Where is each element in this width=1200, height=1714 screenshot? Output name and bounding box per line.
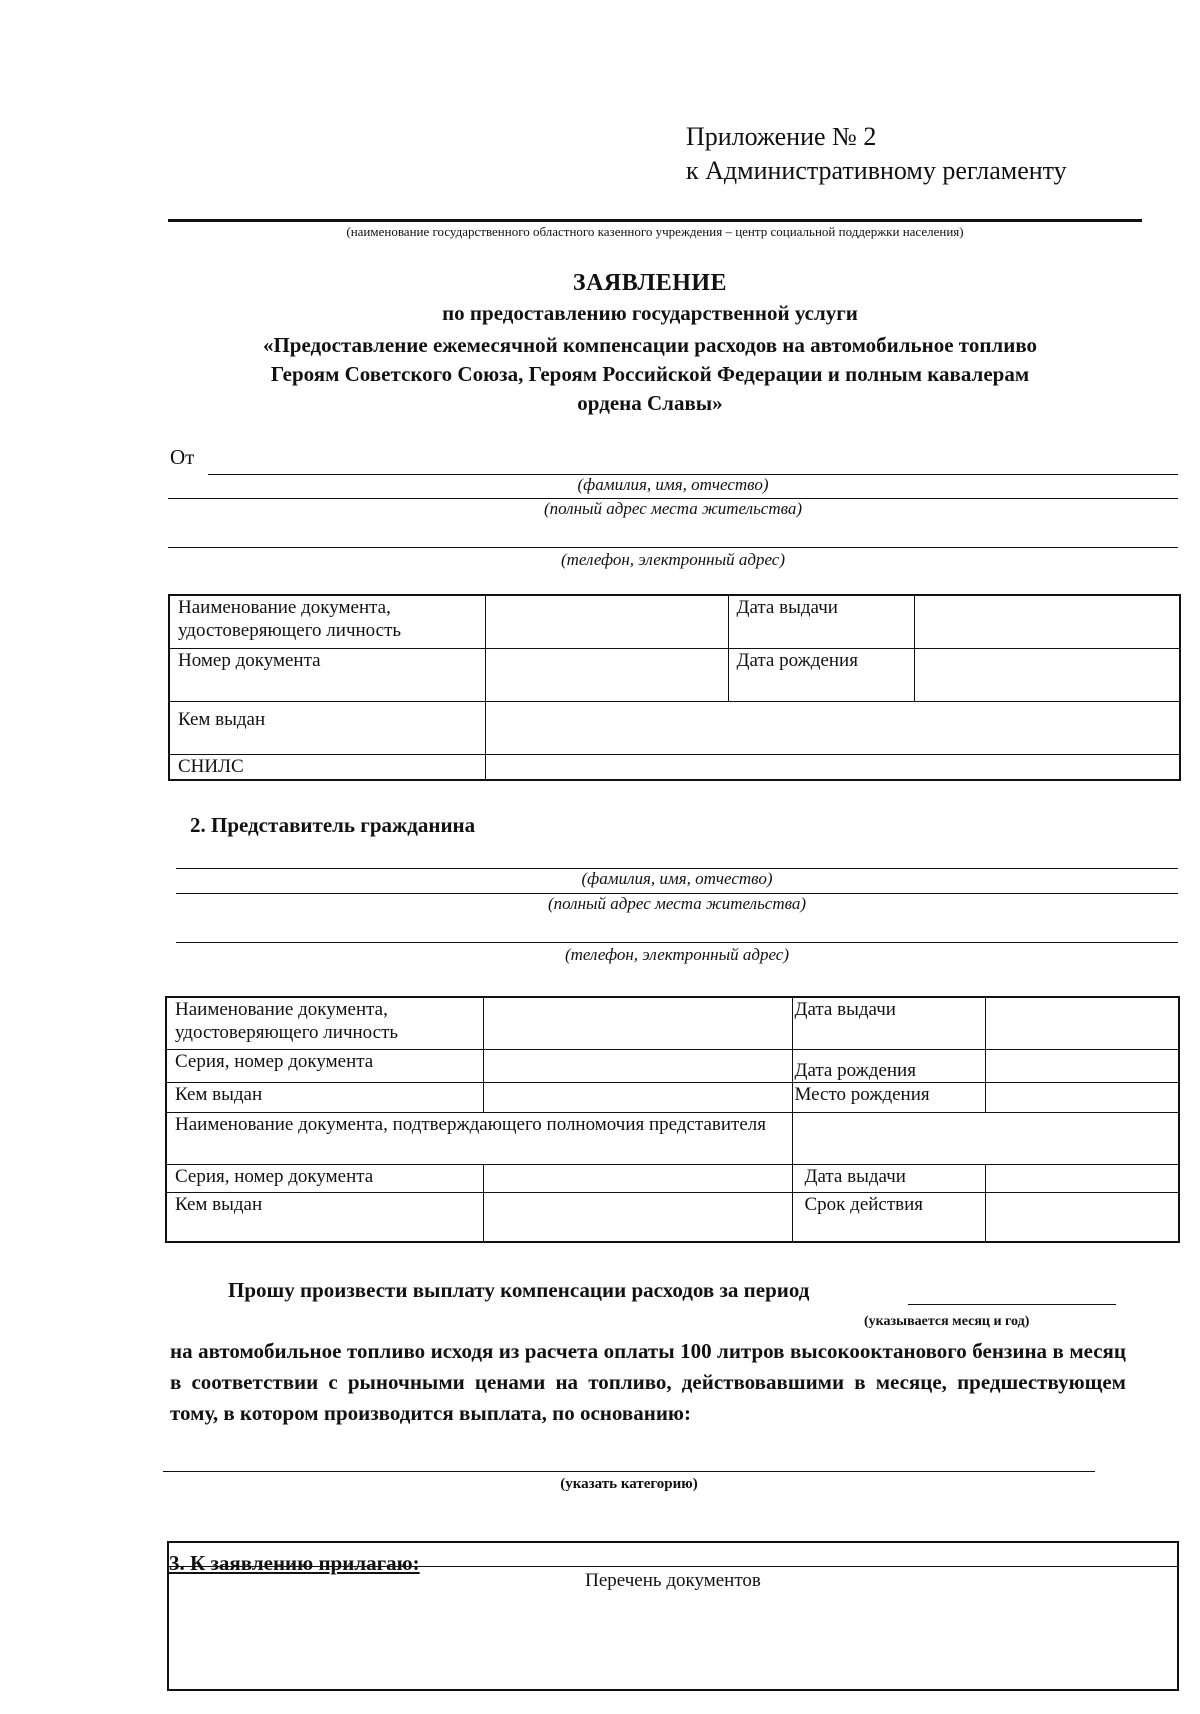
- request-lead: Прошу произвести выплату компенсации расходов за период: [228, 1278, 810, 1302]
- rep-issued-by2-cell[interactable]: [483, 1192, 792, 1242]
- table-row: [166, 997, 1179, 1049]
- rep-id-doc-name-cell[interactable]: [483, 997, 792, 1049]
- table-row: [166, 1164, 1179, 1192]
- period-caption: (указывается месяц и год): [864, 1314, 1030, 1329]
- period-field[interactable]: [908, 1304, 1116, 1305]
- from-label: От: [170, 445, 195, 469]
- category-caption: (указать категорию): [560, 1476, 698, 1492]
- representative-contact-caption: (телефон, электронный адрес): [564, 945, 789, 964]
- appendix-regulation: к Административному регламенту: [686, 156, 1067, 185]
- applicant-id-table: [168, 594, 1181, 781]
- rep-validity-cell[interactable]: [985, 1192, 1179, 1242]
- rep-series-number2-cell[interactable]: [483, 1164, 792, 1192]
- table-row: [166, 1192, 1179, 1242]
- id-doc-name-cell[interactable]: [485, 595, 728, 648]
- category-field[interactable]: [163, 1471, 1095, 1472]
- representative-address-caption: (полный адрес места жительства): [547, 894, 807, 913]
- rep-issue-date2-cell[interactable]: [985, 1164, 1179, 1192]
- rep-id-doc-name-label: Наименование документа, удостоверяющего личность: [166, 997, 483, 1049]
- rep-series-number2-label: Серия, номер документа: [166, 1164, 483, 1192]
- table-row: [166, 1112, 1179, 1164]
- form-subtitle: по предоставлению государственной услуги: [442, 301, 858, 325]
- request-body: на автомобильное топливо исходя из расчета оплаты 100 литров высокооктанового бензина в месяц в соответствии с рыночными ценами на топливо, действовавшими в месяце, предшествующем тому, в котором производится выплата, по основанию:: [170, 1339, 1126, 1425]
- rep-validity-label: Срок действия: [792, 1192, 985, 1242]
- rep-birth-place-cell[interactable]: [985, 1082, 1179, 1112]
- service-name-line: «Предоставление ежемесячной компенсации расходов на автомобильное топливо: [262, 333, 1038, 357]
- snils-cell[interactable]: [485, 754, 1180, 780]
- birth-date-label: Дата рождения: [728, 648, 914, 701]
- rep-birth-place-label: Место рождения: [792, 1082, 985, 1112]
- applicant-contact-field[interactable]: [168, 547, 1178, 548]
- representative-contact-field[interactable]: [176, 942, 1178, 943]
- representative-name-caption: (фамилия, имя, отчество): [581, 869, 773, 888]
- table-row: [169, 701, 1180, 754]
- agency-name-field[interactable]: [168, 219, 1142, 222]
- applicant-contact-caption: (телефон, электронный адрес): [560, 550, 785, 569]
- snils-label: СНИЛС: [169, 754, 485, 780]
- issued-by-label: Кем выдан: [169, 701, 485, 754]
- form-title: ЗАЯВЛЕНИЕ: [572, 270, 728, 296]
- rep-birth-date-cell[interactable]: [985, 1049, 1179, 1082]
- issued-by-cell[interactable]: [485, 701, 1180, 754]
- rep-authority-doc-cell[interactable]: [792, 1112, 1179, 1164]
- rep-issue-date2-label: Дата выдачи: [792, 1164, 985, 1192]
- rep-issued-by2-label: Кем выдан: [166, 1192, 483, 1242]
- id-doc-name-label: Наименование документа, удостоверяющего личность: [169, 595, 485, 648]
- table-row: [169, 648, 1180, 701]
- table-row: [166, 1082, 1179, 1112]
- service-name-line: Героям Советского Союза, Героям Российской Федерации и полным кавалерам: [270, 362, 1030, 386]
- section-2-heading: 2. Представитель гражданина: [190, 813, 476, 837]
- representative-id-table: [165, 996, 1180, 1243]
- table-row: [166, 1049, 1179, 1082]
- rep-issue-date-label: Дата выдачи: [792, 997, 985, 1049]
- table-row: [169, 754, 1180, 780]
- attachments-divider: [167, 1566, 1179, 1567]
- appendix-number: Приложение № 2: [686, 122, 877, 151]
- appendix-header: [686, 120, 1067, 188]
- rep-birth-date-label: Дата рождения: [792, 1049, 985, 1082]
- service-name-line: ордена Славы»: [577, 391, 723, 415]
- rep-authority-doc-label: Наименование документа, подтверждающего полномочия представителя: [166, 1112, 792, 1164]
- issue-date-cell[interactable]: [914, 595, 1180, 648]
- rep-series-number-cell[interactable]: [483, 1049, 792, 1082]
- applicant-name-caption: (фамилия, имя, отчество): [577, 475, 769, 494]
- issue-date-label: Дата выдачи: [728, 595, 914, 648]
- documents-list-caption: Перечень документов: [585, 1570, 761, 1591]
- birth-date-cell[interactable]: [914, 648, 1180, 701]
- rep-issued-by-cell[interactable]: [483, 1082, 792, 1112]
- rep-issued-by-label: Кем выдан: [166, 1082, 483, 1112]
- service-name: [150, 331, 1150, 418]
- section-3-heading: 3. К заявлению прилагаю:: [169, 1551, 420, 1575]
- doc-number-label: Номер документа: [169, 648, 485, 701]
- rep-series-number-label: Серия, номер документа: [166, 1049, 483, 1082]
- applicant-address-caption: (полный адрес места жительства): [543, 499, 803, 518]
- rep-issue-date-cell[interactable]: [985, 997, 1179, 1049]
- table-row: [169, 595, 1180, 648]
- doc-number-cell[interactable]: [485, 648, 728, 701]
- agency-caption: (наименование государственного областного казенного учреждения – центр социальной поддержки населения): [346, 224, 964, 239]
